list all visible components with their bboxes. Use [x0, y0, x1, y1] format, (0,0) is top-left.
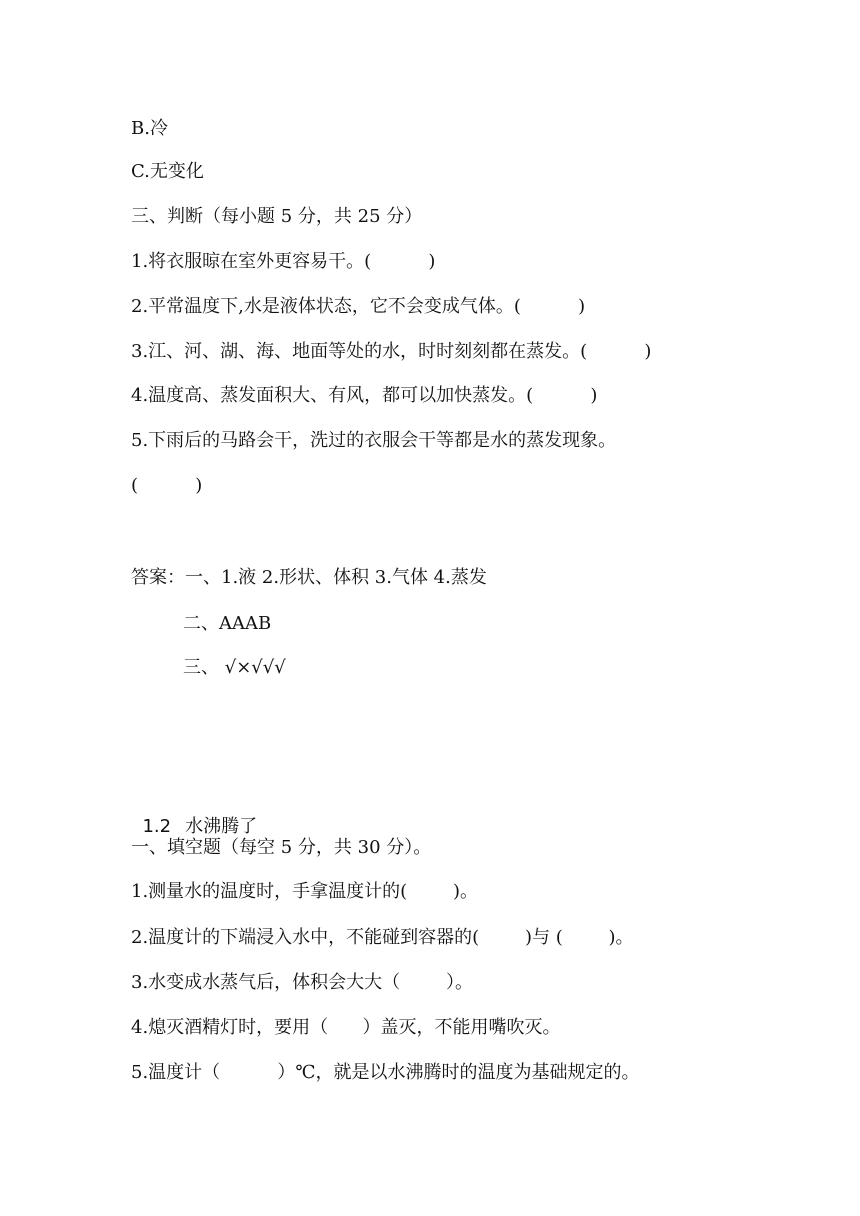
judge-section-header: 三、判断（每小题 5 分，共 25 分） [131, 206, 423, 227]
fill-item-3: 3.水变成水蒸气后，体积会大大（ ）。 [131, 972, 473, 993]
fill-section-header: 一、填空题（每空 5 分，共 30 分）。 [131, 837, 432, 858]
judge-item-5: 5.下雨后的马路会干，洗过的衣服会干等都是水的蒸发现象。 [131, 430, 617, 451]
judge-item-2: 2.平常温度下,水是液体状态，它不会变成气体。( ) [131, 296, 586, 317]
fill-item-1: 1.测量水的温度时，手拿温度计的( )。 [131, 881, 478, 902]
option-c: C.无变化 [131, 161, 204, 182]
lesson-heading [131, 791, 257, 839]
option-b: B.冷 [131, 118, 168, 139]
answer-line-2: 二、AAAB [183, 613, 272, 634]
judge-item-3: 3.江、河、湖、海、地面等处的水，时时刻刻都在蒸发。( ) [131, 341, 652, 362]
answer-line-1: 答案：一、1.液 2.形状、体积 3.气体 4.蒸发 [131, 567, 487, 588]
lesson-title: 水沸腾了 [185, 816, 258, 837]
judge-item-4: 4.温度高、蒸发面积大、有风，都可以加快蒸发。( ) [131, 385, 598, 406]
lesson-number: 1.2 [142, 816, 172, 837]
fill-item-5: 5.温度计（ ）℃，就是以水沸腾时的温度为基础规定的。 [131, 1062, 640, 1083]
judge-item-5-blank: ( ) [131, 475, 203, 496]
fill-item-4: 4.熄灭酒精灯时，要用（ ）盖灭，不能用嘴吹灭。 [131, 1017, 561, 1038]
judge-item-1: 1.将衣服晾在室外更容易干。( ) [131, 251, 436, 272]
answer-line-3: 三、 √×√√√ [183, 657, 286, 678]
fill-item-2: 2.温度计的下端浸入水中，不能碰到容器的( )与 ( )。 [131, 927, 634, 948]
